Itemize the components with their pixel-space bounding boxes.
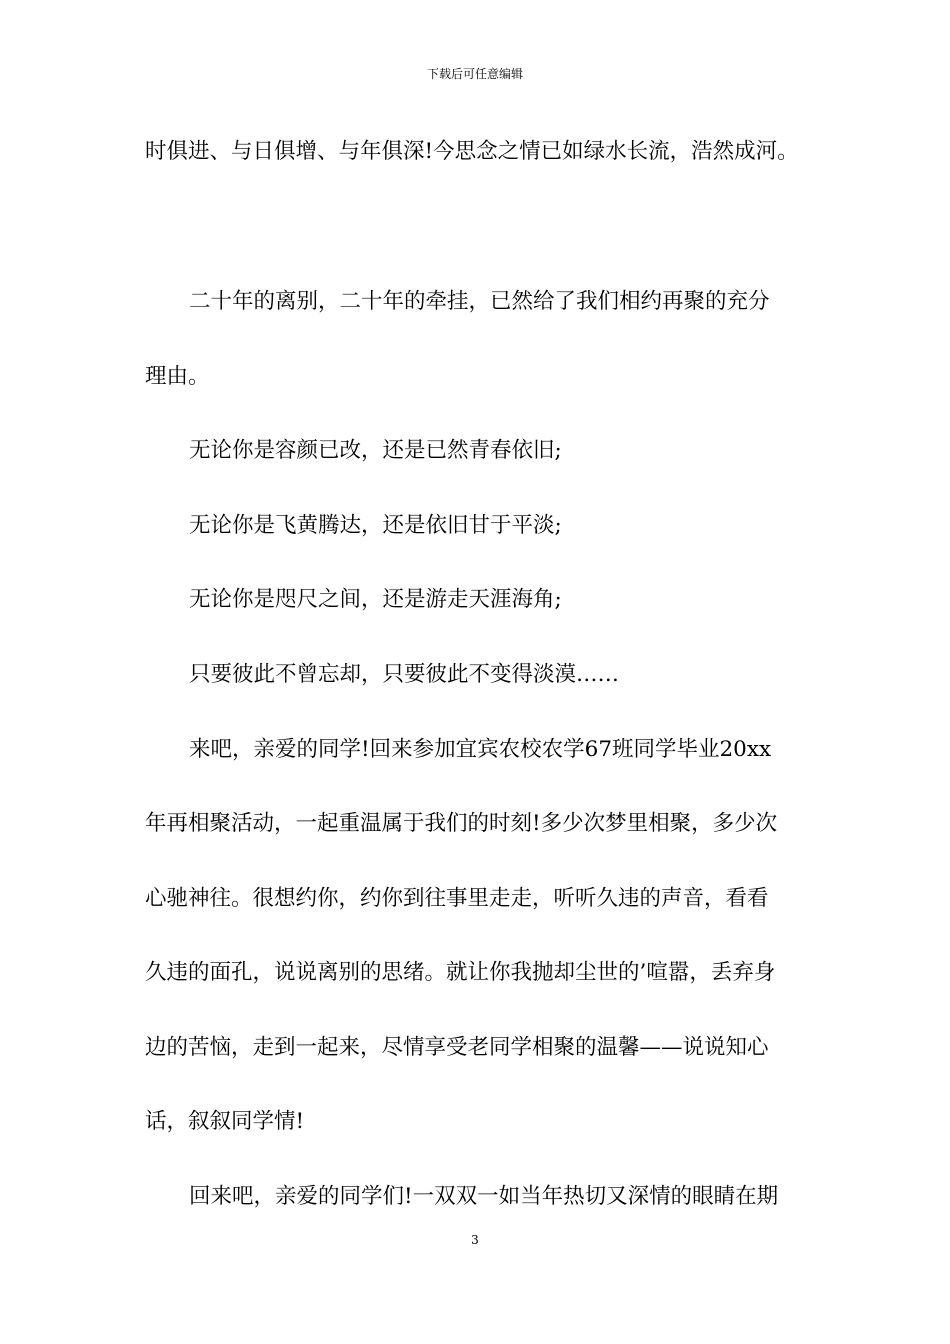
text-line: 无论你是咫尺之间，还是游走天涯海角; <box>189 587 562 612</box>
text-line: 回来吧，亲爱的同学们!一双双一如当年热切又深情的眼睛在期 <box>189 1184 779 1209</box>
text-line: 心驰神往。很想约你，约你到往事里走走，听听久违的声音，看看 <box>145 886 769 911</box>
text-line: 话，叙叙同学情! <box>145 1109 305 1134</box>
text-line: 理由。 <box>145 364 210 389</box>
text-line: 无论你是容颜已改，还是已然青春依旧; <box>189 438 562 463</box>
text-line: 边的苦恼，走到一起来，尽情享受老同学相聚的温馨——说说知心 <box>145 1035 769 1060</box>
page-number: 3 <box>471 1233 479 1247</box>
text-line: 只要彼此不曾忘却，只要彼此不变得淡漠…… <box>189 662 620 687</box>
text-line: 无论你是飞黄腾达，还是依旧甘于平淡; <box>189 513 562 538</box>
text-line: 久违的面孔，说说离别的思绪。就让你我抛却尘世的’喧嚣，丢弃身 <box>145 960 776 985</box>
text-line: 年再相聚活动，一起重温属于我们的时刻!多少次梦里相聚，多少次 <box>145 811 778 836</box>
text-line: 时俱进、与日俱增、与年俱深!今思念之情已如绿水长流，浩然成河。 <box>145 139 799 164</box>
text-line: 二十年的离别，二十年的牵挂，已然给了我们相约再聚的充分 <box>189 289 770 314</box>
text-line: 来吧，亲爱的同学!回来参加宜宾农校农学67班同学毕业20xx <box>189 737 772 762</box>
page-header: 下载后可任意编辑 <box>426 67 523 81</box>
